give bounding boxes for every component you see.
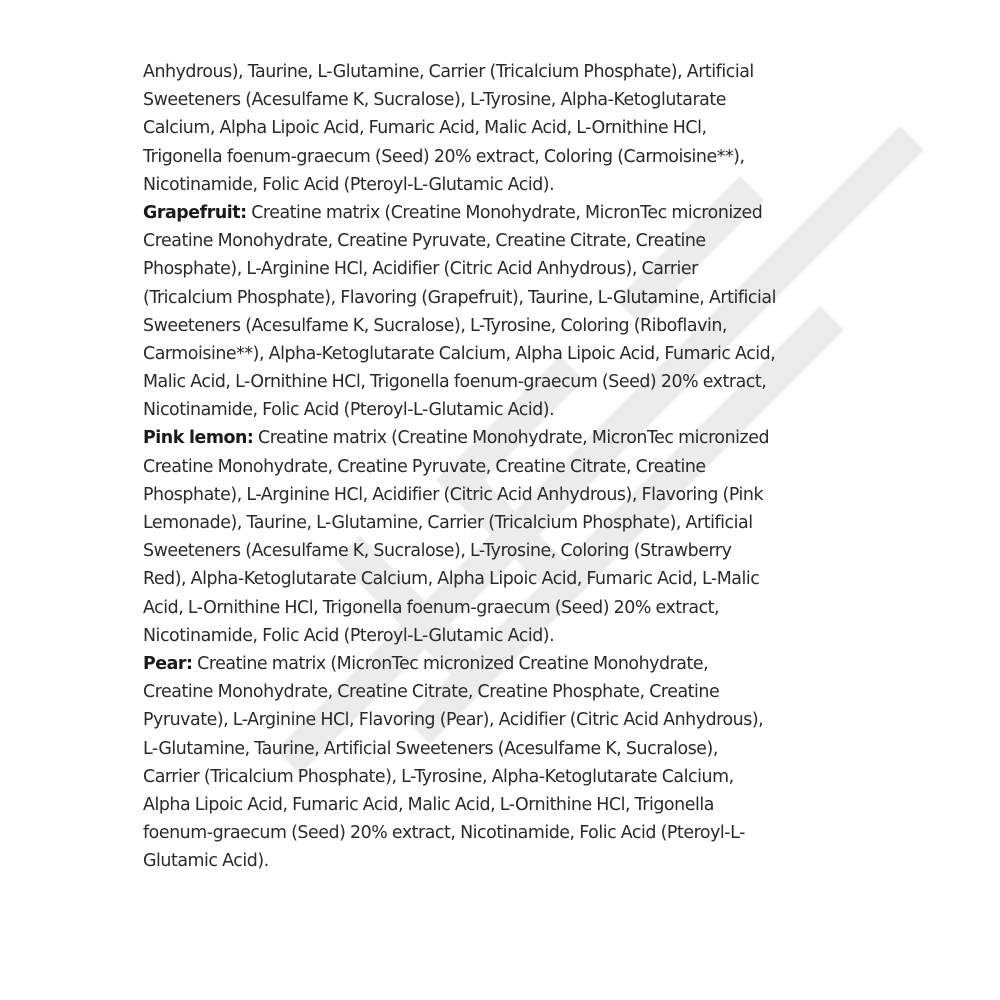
text-line: Lemonade), Taurine, L-Glutamine, Carrier (Tricalcium Phosphate), Artificial — [143, 513, 753, 533]
text-line: Glutamic Acid). — [143, 851, 269, 872]
text-line: Sweeteners (Acesulfame K, Sucralose), L-Tyrosine, Coloring (Strawberry — [143, 541, 732, 562]
text-line: (Tricalcium Phosphate), Flavoring (Grapefruit), Taurine, L-Glutamine, Artificial — [143, 287, 776, 308]
text-line: Nicotinamide, Folic Acid (Pteroyl-L-Glutamic Acid). — [143, 625, 555, 646]
text-line: Pyruvate), L-Arginine HCl, Flavoring (Pear), Acidifier (Citric Acid Anhydrous), — [143, 710, 764, 731]
text-line: Acid, L-Ornithine HCl, Trigonella foenum-graecum (Seed) 20% extract, — [143, 597, 720, 618]
text-line: Phosphate), L-Arginine HCl, Acidifier (Citric Acid Anhydrous), Flavoring (Pink — [143, 484, 764, 505]
text-line: Malic Acid, L-Ornithine HCl, Trigonella foenum-graecum (Seed) 20% extract, — [143, 372, 767, 393]
text-line: Carrier (Tricalcium Phosphate), L-Tyrosine, Alpha-Ketoglutarate Calcium, — [143, 766, 734, 787]
text-line: Creatine Monohydrate, Creatine Pyruvate, Creatine Citrate, Creatine — [143, 231, 706, 252]
text-line: Anhydrous), Taurine, L-Glutamine, Carrier (Tricalcium Phosphate), Artificial — [143, 62, 754, 82]
text-line: foenum-graecum (Seed) 20% extract, Nicotinamide, Folic Acid (Pteroyl-L- — [143, 823, 745, 844]
flavor-label-pink-lemon: Pink lemon: — [143, 428, 254, 449]
text-line: Trigonella foenum-graecum (Seed) 20% extract, Coloring (Carmoisine**), — [143, 146, 745, 167]
text-line: Nicotinamide, Folic Acid (Pteroyl-L-Glutamic Acid). — [143, 174, 555, 195]
text-line: Pear: Creatine matrix (MicronTec micronized Creatine Monohydrate, — [143, 653, 709, 674]
text-line: Alpha Lipoic Acid, Fumaric Acid, Malic Acid, L-Ornithine HCl, Trigonella — [143, 794, 714, 815]
text-line: Red), Alpha-Ketoglutarate Calcium, Alpha Lipoic Acid, Fumaric Acid, L-Malic — [143, 569, 760, 590]
text-line: Sweeteners (Acesulfame K, Sucralose), L-Tyrosine, Alpha-Ketoglutarate — [143, 90, 726, 111]
text-line: Nicotinamide, Folic Acid (Pteroyl-L-Glutamic Acid). — [143, 400, 555, 421]
flavor-label-grapefruit: Grapefruit: — [143, 202, 247, 223]
text-line: Grapefruit: Creatine matrix (Creatine Monohydrate, MicronTec micronized — [143, 202, 763, 223]
text-line: Sweeteners (Acesulfame K, Sucralose), L-Tyrosine, Coloring (Riboflavin, — [143, 315, 727, 336]
ingredients-text — [143, 58, 863, 875]
flavor-label-pear: Pear: — [143, 653, 193, 674]
text-line: Phosphate), L-Arginine HCl, Acidifier (Citric Acid Anhydrous), Carrier — [143, 259, 698, 280]
text-line: Pink lemon: Creatine matrix (Creatine Monohydrate, MicronTec micronized — [143, 428, 770, 449]
text-line: Creatine Monohydrate, Creatine Pyruvate, Creatine Citrate, Creatine — [143, 456, 706, 477]
text-line: Creatine Monohydrate, Creatine Citrate, Creatine Phosphate, Creatine — [143, 682, 720, 703]
text-line: L-Glutamine, Taurine, Artificial Sweeteners (Acesulfame K, Sucralose), — [143, 738, 718, 759]
text-line: Carmoisine**), Alpha-Ketoglutarate Calcium, Alpha Lipoic Acid, Fumaric Acid, — [143, 343, 776, 364]
text-line: Calcium, Alpha Lipoic Acid, Fumaric Acid, Malic Acid, L-Ornithine HCl, — [143, 118, 707, 139]
